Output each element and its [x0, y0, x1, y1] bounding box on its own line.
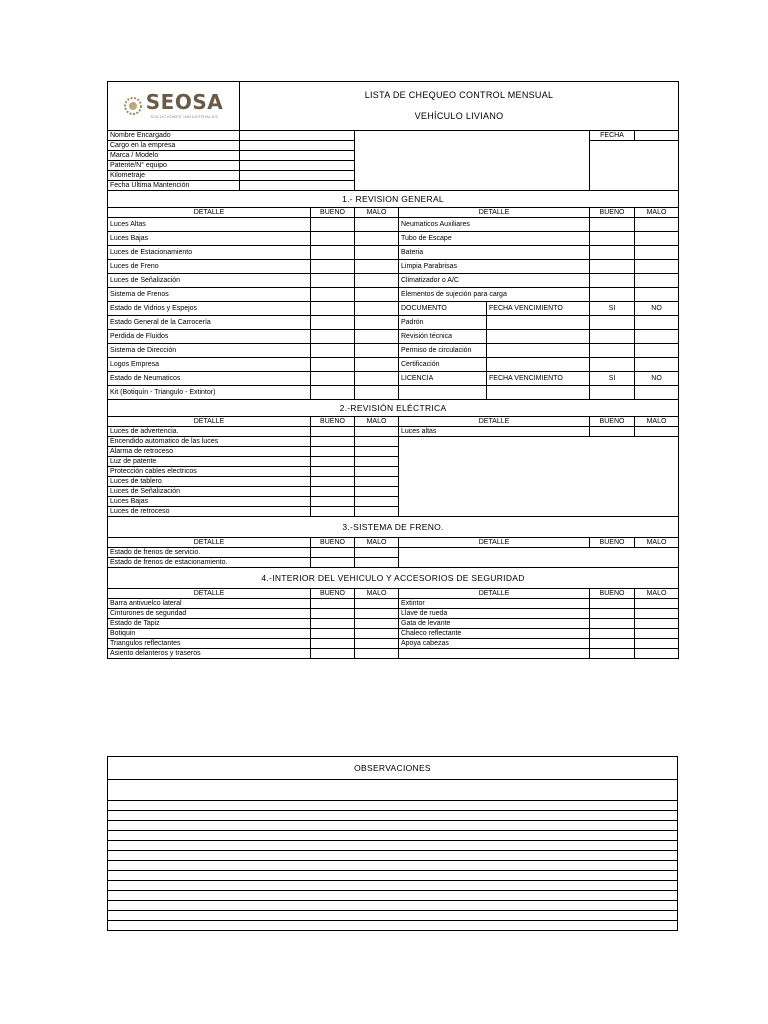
- licencia-fecha[interactable]: [487, 386, 590, 400]
- fecha-label: FECHA: [590, 131, 635, 141]
- col-no: NO: [635, 372, 679, 386]
- check-malo[interactable]: [355, 507, 399, 517]
- section-title: 2.-REVISIÓN ELÉCTRICA: [108, 400, 679, 417]
- item-label: Luz de patente: [108, 457, 311, 467]
- item-label: Gata de levante: [399, 619, 590, 629]
- doc-fecha[interactable]: [487, 358, 590, 372]
- check-bueno[interactable]: [590, 232, 635, 246]
- item-label: Kit (Botiquín - Triangulo - Extintor): [108, 386, 311, 400]
- check-bueno[interactable]: [311, 427, 355, 437]
- col-si: SI: [590, 302, 635, 316]
- check-no[interactable]: [635, 316, 679, 330]
- check-bueno[interactable]: [590, 260, 635, 274]
- col-detalle: DETALLE: [399, 417, 590, 427]
- check-malo[interactable]: [355, 649, 399, 659]
- check-bueno[interactable]: [311, 497, 355, 507]
- observaciones-line[interactable]: [108, 841, 678, 851]
- seosa-emblem-icon: [124, 95, 142, 117]
- check-bueno[interactable]: [311, 447, 355, 457]
- check-bueno[interactable]: [590, 246, 635, 260]
- check-malo[interactable]: [355, 274, 399, 288]
- check-malo[interactable]: [635, 260, 679, 274]
- observaciones-line[interactable]: [108, 871, 678, 881]
- check-bueno[interactable]: [311, 330, 355, 344]
- item-label: Bateria: [399, 246, 590, 260]
- col-malo: MALO: [355, 589, 399, 599]
- col-bueno: BUENO: [590, 589, 635, 599]
- check-si[interactable]: [590, 344, 635, 358]
- observaciones-line[interactable]: [108, 851, 678, 861]
- check-malo[interactable]: [355, 288, 399, 302]
- observaciones-line[interactable]: [108, 831, 678, 841]
- item-label: Extintor: [399, 599, 590, 609]
- info-label: Marca / Modelo: [108, 151, 240, 161]
- check-bueno[interactable]: [311, 639, 355, 649]
- logo-subtitle: SOLUCIONES INDUSTRIALES: [150, 113, 219, 119]
- check-bueno[interactable]: [311, 558, 355, 568]
- observaciones-title: OBSERVACIONES: [108, 757, 678, 780]
- info-value[interactable]: [240, 131, 355, 141]
- check-malo[interactable]: [355, 437, 399, 447]
- doc-label: Certificación: [399, 358, 487, 372]
- item-label: Luces Bajas: [108, 232, 311, 246]
- company-logo: [108, 82, 240, 131]
- info-value[interactable]: [240, 161, 355, 171]
- col-bueno: BUENO: [590, 538, 635, 548]
- item-label: Sistema de Frenos: [108, 288, 311, 302]
- item-label: Estado de frenos de servicio.: [108, 548, 311, 558]
- form-title-cell: [240, 82, 679, 131]
- check-bueno[interactable]: [590, 649, 635, 659]
- col-detalle: DETALLE: [399, 208, 590, 218]
- check-bueno[interactable]: [311, 302, 355, 316]
- doc-label: Padrón: [399, 316, 487, 330]
- check-si[interactable]: [590, 358, 635, 372]
- check-bueno[interactable]: [311, 467, 355, 477]
- check-malo[interactable]: [355, 447, 399, 457]
- check-malo[interactable]: [355, 599, 399, 609]
- item-label: Protección cables electricos: [108, 467, 311, 477]
- check-bueno[interactable]: [311, 386, 355, 400]
- check-malo[interactable]: [355, 497, 399, 507]
- col-bueno: BUENO: [311, 208, 355, 218]
- check-no[interactable]: [635, 330, 679, 344]
- col-detalle: DETALLE: [399, 589, 590, 599]
- section-title: 3.-SISTEMA DE FRENO.: [108, 517, 679, 538]
- info-label: Patente/N° equipo: [108, 161, 240, 171]
- info-value[interactable]: [240, 181, 355, 191]
- item-label: Estado de Vidrios y Espejos: [108, 302, 311, 316]
- check-bueno[interactable]: [311, 260, 355, 274]
- check-bueno[interactable]: [311, 629, 355, 639]
- check-malo[interactable]: [355, 609, 399, 619]
- item-label: Sistema de Dirección: [108, 344, 311, 358]
- fecha-value[interactable]: [635, 131, 679, 141]
- check-malo[interactable]: [635, 274, 679, 288]
- check-malo[interactable]: [355, 477, 399, 487]
- check-bueno[interactable]: [311, 649, 355, 659]
- check-malo[interactable]: [355, 558, 399, 568]
- check-bueno[interactable]: [311, 477, 355, 487]
- check-malo[interactable]: [355, 260, 399, 274]
- item-label: Estado General de la Carrocería: [108, 316, 311, 330]
- item-label: Estado de frenos de estacionamiento.: [108, 558, 311, 568]
- check-malo[interactable]: [355, 427, 399, 437]
- item-label: Alarma de retroceso: [108, 447, 311, 457]
- col-detalle: DETALLE: [108, 208, 311, 218]
- item-label: Tubo de Escape: [399, 232, 590, 246]
- info-blank: [355, 131, 590, 191]
- col-malo: MALO: [635, 538, 679, 548]
- check-malo[interactable]: [355, 372, 399, 386]
- col-bueno: BUENO: [590, 208, 635, 218]
- check-malo[interactable]: [355, 467, 399, 477]
- check-malo[interactable]: [355, 619, 399, 629]
- col-detalle: DETALLE: [399, 538, 590, 548]
- check-bueno[interactable]: [590, 619, 635, 629]
- item-label: Cinturones de seguridad: [108, 609, 311, 619]
- checklist-form: [107, 81, 678, 659]
- check-bueno[interactable]: [311, 619, 355, 629]
- col-malo: MALO: [635, 208, 679, 218]
- col-detalle: DETALLE: [108, 538, 311, 548]
- check-bueno[interactable]: [311, 507, 355, 517]
- check-bueno[interactable]: [590, 427, 635, 437]
- item-label: Estado de Neumaticos: [108, 372, 311, 386]
- observaciones-line[interactable]: [108, 921, 678, 931]
- item-label: Barra antivuelco lateral: [108, 599, 311, 609]
- item-label: Luces altas: [399, 427, 590, 437]
- check-bueno[interactable]: [311, 316, 355, 330]
- form-subtitle: VEHÍCULO LIVIANO: [414, 111, 504, 121]
- section-title: 4.-INTERIOR DEL VEHICULO Y ACCESORIOS DE SEGURIDAD: [108, 568, 679, 589]
- item-label: Luces de Señalización: [108, 487, 311, 497]
- item-label: Botiquin: [108, 629, 311, 639]
- item-label: Luces de Señalización: [108, 274, 311, 288]
- fecha-venc-header: FECHA VENCIMIENTO: [487, 302, 590, 316]
- doc-fecha[interactable]: [487, 344, 590, 358]
- item-label: Luces de advertencia.: [108, 427, 311, 437]
- col-bueno: BUENO: [311, 589, 355, 599]
- doc-label: Permiso de circulación: [399, 344, 487, 358]
- info-value[interactable]: [240, 141, 355, 151]
- doc-fecha[interactable]: [487, 316, 590, 330]
- col-malo: MALO: [635, 589, 679, 599]
- info-label: Fecha Ultima Mantención: [108, 181, 240, 191]
- check-bueno[interactable]: [311, 288, 355, 302]
- check-bueno[interactable]: [590, 639, 635, 649]
- form-title: LISTA DE CHEQUEO CONTROL MENSUAL: [364, 90, 554, 100]
- info-label: Cargo en la empresa: [108, 141, 240, 151]
- check-bueno[interactable]: [590, 609, 635, 619]
- observaciones-line[interactable]: [108, 891, 678, 901]
- observaciones-line[interactable]: [108, 901, 678, 911]
- check-bueno[interactable]: [590, 274, 635, 288]
- doc-label: Revisión técnica: [399, 330, 487, 344]
- check-no[interactable]: [635, 344, 679, 358]
- item-label: Luces de retroceso: [108, 507, 311, 517]
- check-malo[interactable]: [355, 316, 399, 330]
- check-si[interactable]: [590, 386, 635, 400]
- check-malo[interactable]: [355, 548, 399, 558]
- item-label: Luces de Freno: [108, 260, 311, 274]
- check-bueno[interactable]: [311, 246, 355, 260]
- observaciones-line[interactable]: [108, 881, 678, 891]
- item-label: Apoya cabezas: [399, 639, 590, 649]
- check-bueno[interactable]: [590, 218, 635, 232]
- check-bueno[interactable]: [311, 232, 355, 246]
- check-malo[interactable]: [355, 629, 399, 639]
- check-malo[interactable]: [635, 609, 679, 619]
- info-blank: [590, 141, 679, 191]
- item-label: Neumaticos Auxiliares: [399, 218, 590, 232]
- check-no[interactable]: [635, 358, 679, 372]
- check-bueno[interactable]: [311, 599, 355, 609]
- check-malo[interactable]: [635, 218, 679, 232]
- check-malo[interactable]: [635, 639, 679, 649]
- item-label: Estado de Tapiz: [108, 619, 311, 629]
- check-malo[interactable]: [355, 302, 399, 316]
- check-malo[interactable]: [635, 599, 679, 609]
- check-malo[interactable]: [355, 344, 399, 358]
- col-bueno: BUENO: [311, 538, 355, 548]
- check-malo[interactable]: [355, 386, 399, 400]
- check-bueno[interactable]: [590, 288, 635, 302]
- licencia-header: LICENCIA: [399, 372, 487, 386]
- item-label: Logos Empresa: [108, 358, 311, 372]
- check-malo[interactable]: [635, 649, 679, 659]
- info-value[interactable]: [240, 151, 355, 161]
- doc-fecha[interactable]: [487, 330, 590, 344]
- check-malo[interactable]: [635, 288, 679, 302]
- section-blank: [399, 437, 679, 517]
- item-blank: [399, 649, 590, 659]
- logo-text: SEOSA: [145, 89, 224, 114]
- check-malo[interactable]: [355, 218, 399, 232]
- check-malo[interactable]: [635, 246, 679, 260]
- check-malo[interactable]: [355, 358, 399, 372]
- info-label: Kilometraje: [108, 171, 240, 181]
- checklist-table: [107, 81, 679, 659]
- observaciones-line[interactable]: [108, 780, 678, 801]
- check-si[interactable]: [590, 316, 635, 330]
- check-si[interactable]: [590, 330, 635, 344]
- col-malo: MALO: [355, 208, 399, 218]
- check-malo[interactable]: [355, 232, 399, 246]
- check-bueno[interactable]: [590, 599, 635, 609]
- item-label: Perdida de Fluidos: [108, 330, 311, 344]
- item-label: Luces Bajas: [108, 497, 311, 507]
- fecha-venc-header: FECHA VENCIMIENTO: [487, 372, 590, 386]
- check-bueno[interactable]: [311, 344, 355, 358]
- check-bueno[interactable]: [311, 487, 355, 497]
- item-label: Limpia Parabrisas: [399, 260, 590, 274]
- col-no: NO: [635, 302, 679, 316]
- item-label: Asiento delanteros y traseros: [108, 649, 311, 659]
- item-label: Climatizador o A/C: [399, 274, 590, 288]
- observaciones-line[interactable]: [108, 861, 678, 871]
- check-bueno[interactable]: [311, 274, 355, 288]
- section-blank: [399, 548, 679, 568]
- check-bueno[interactable]: [311, 358, 355, 372]
- col-bueno: BUENO: [590, 417, 635, 427]
- col-bueno: BUENO: [311, 417, 355, 427]
- col-malo: MALO: [355, 538, 399, 548]
- col-malo: MALO: [635, 417, 679, 427]
- check-bueno[interactable]: [311, 548, 355, 558]
- check-malo[interactable]: [355, 457, 399, 467]
- check-malo[interactable]: [355, 246, 399, 260]
- check-malo[interactable]: [635, 619, 679, 629]
- col-detalle: DETALLE: [108, 589, 311, 599]
- item-label: Llave de rueda: [399, 609, 590, 619]
- item-label: Triangulos reflectantes: [108, 639, 311, 649]
- item-label: Luces de tablero: [108, 477, 311, 487]
- item-label: Luces Altas: [108, 218, 311, 232]
- observaciones-line[interactable]: [108, 821, 678, 831]
- item-label: Chaleco reflectante: [399, 629, 590, 639]
- col-detalle: DETALLE: [108, 417, 311, 427]
- info-value[interactable]: [240, 171, 355, 181]
- item-label: Encendido automatico de las luces: [108, 437, 311, 447]
- check-bueno[interactable]: [311, 609, 355, 619]
- check-malo[interactable]: [355, 487, 399, 497]
- observaciones-box: [107, 756, 678, 931]
- check-malo[interactable]: [355, 639, 399, 649]
- info-label: Nombre Encargado: [108, 131, 240, 141]
- observaciones-line[interactable]: [108, 801, 678, 811]
- check-no[interactable]: [635, 386, 679, 400]
- observaciones-line[interactable]: [108, 911, 678, 921]
- check-bueno[interactable]: [311, 372, 355, 386]
- check-bueno[interactable]: [590, 629, 635, 639]
- observaciones-line[interactable]: [108, 811, 678, 821]
- col-si: SI: [590, 372, 635, 386]
- check-malo[interactable]: [355, 330, 399, 344]
- check-malo[interactable]: [635, 427, 679, 437]
- check-bueno[interactable]: [311, 457, 355, 467]
- item-label: Luces de Estacionamiento: [108, 246, 311, 260]
- check-bueno[interactable]: [311, 437, 355, 447]
- section-title: 1.- REVISION GENERAL: [108, 191, 679, 208]
- check-malo[interactable]: [635, 629, 679, 639]
- observaciones-table: [107, 756, 678, 931]
- col-malo: MALO: [355, 417, 399, 427]
- licencia-value[interactable]: [399, 386, 487, 400]
- check-malo[interactable]: [635, 232, 679, 246]
- documento-header: DOCUMENTO: [399, 302, 487, 316]
- item-label: Elementos de sujeción para carga: [399, 288, 590, 302]
- check-bueno[interactable]: [311, 218, 355, 232]
